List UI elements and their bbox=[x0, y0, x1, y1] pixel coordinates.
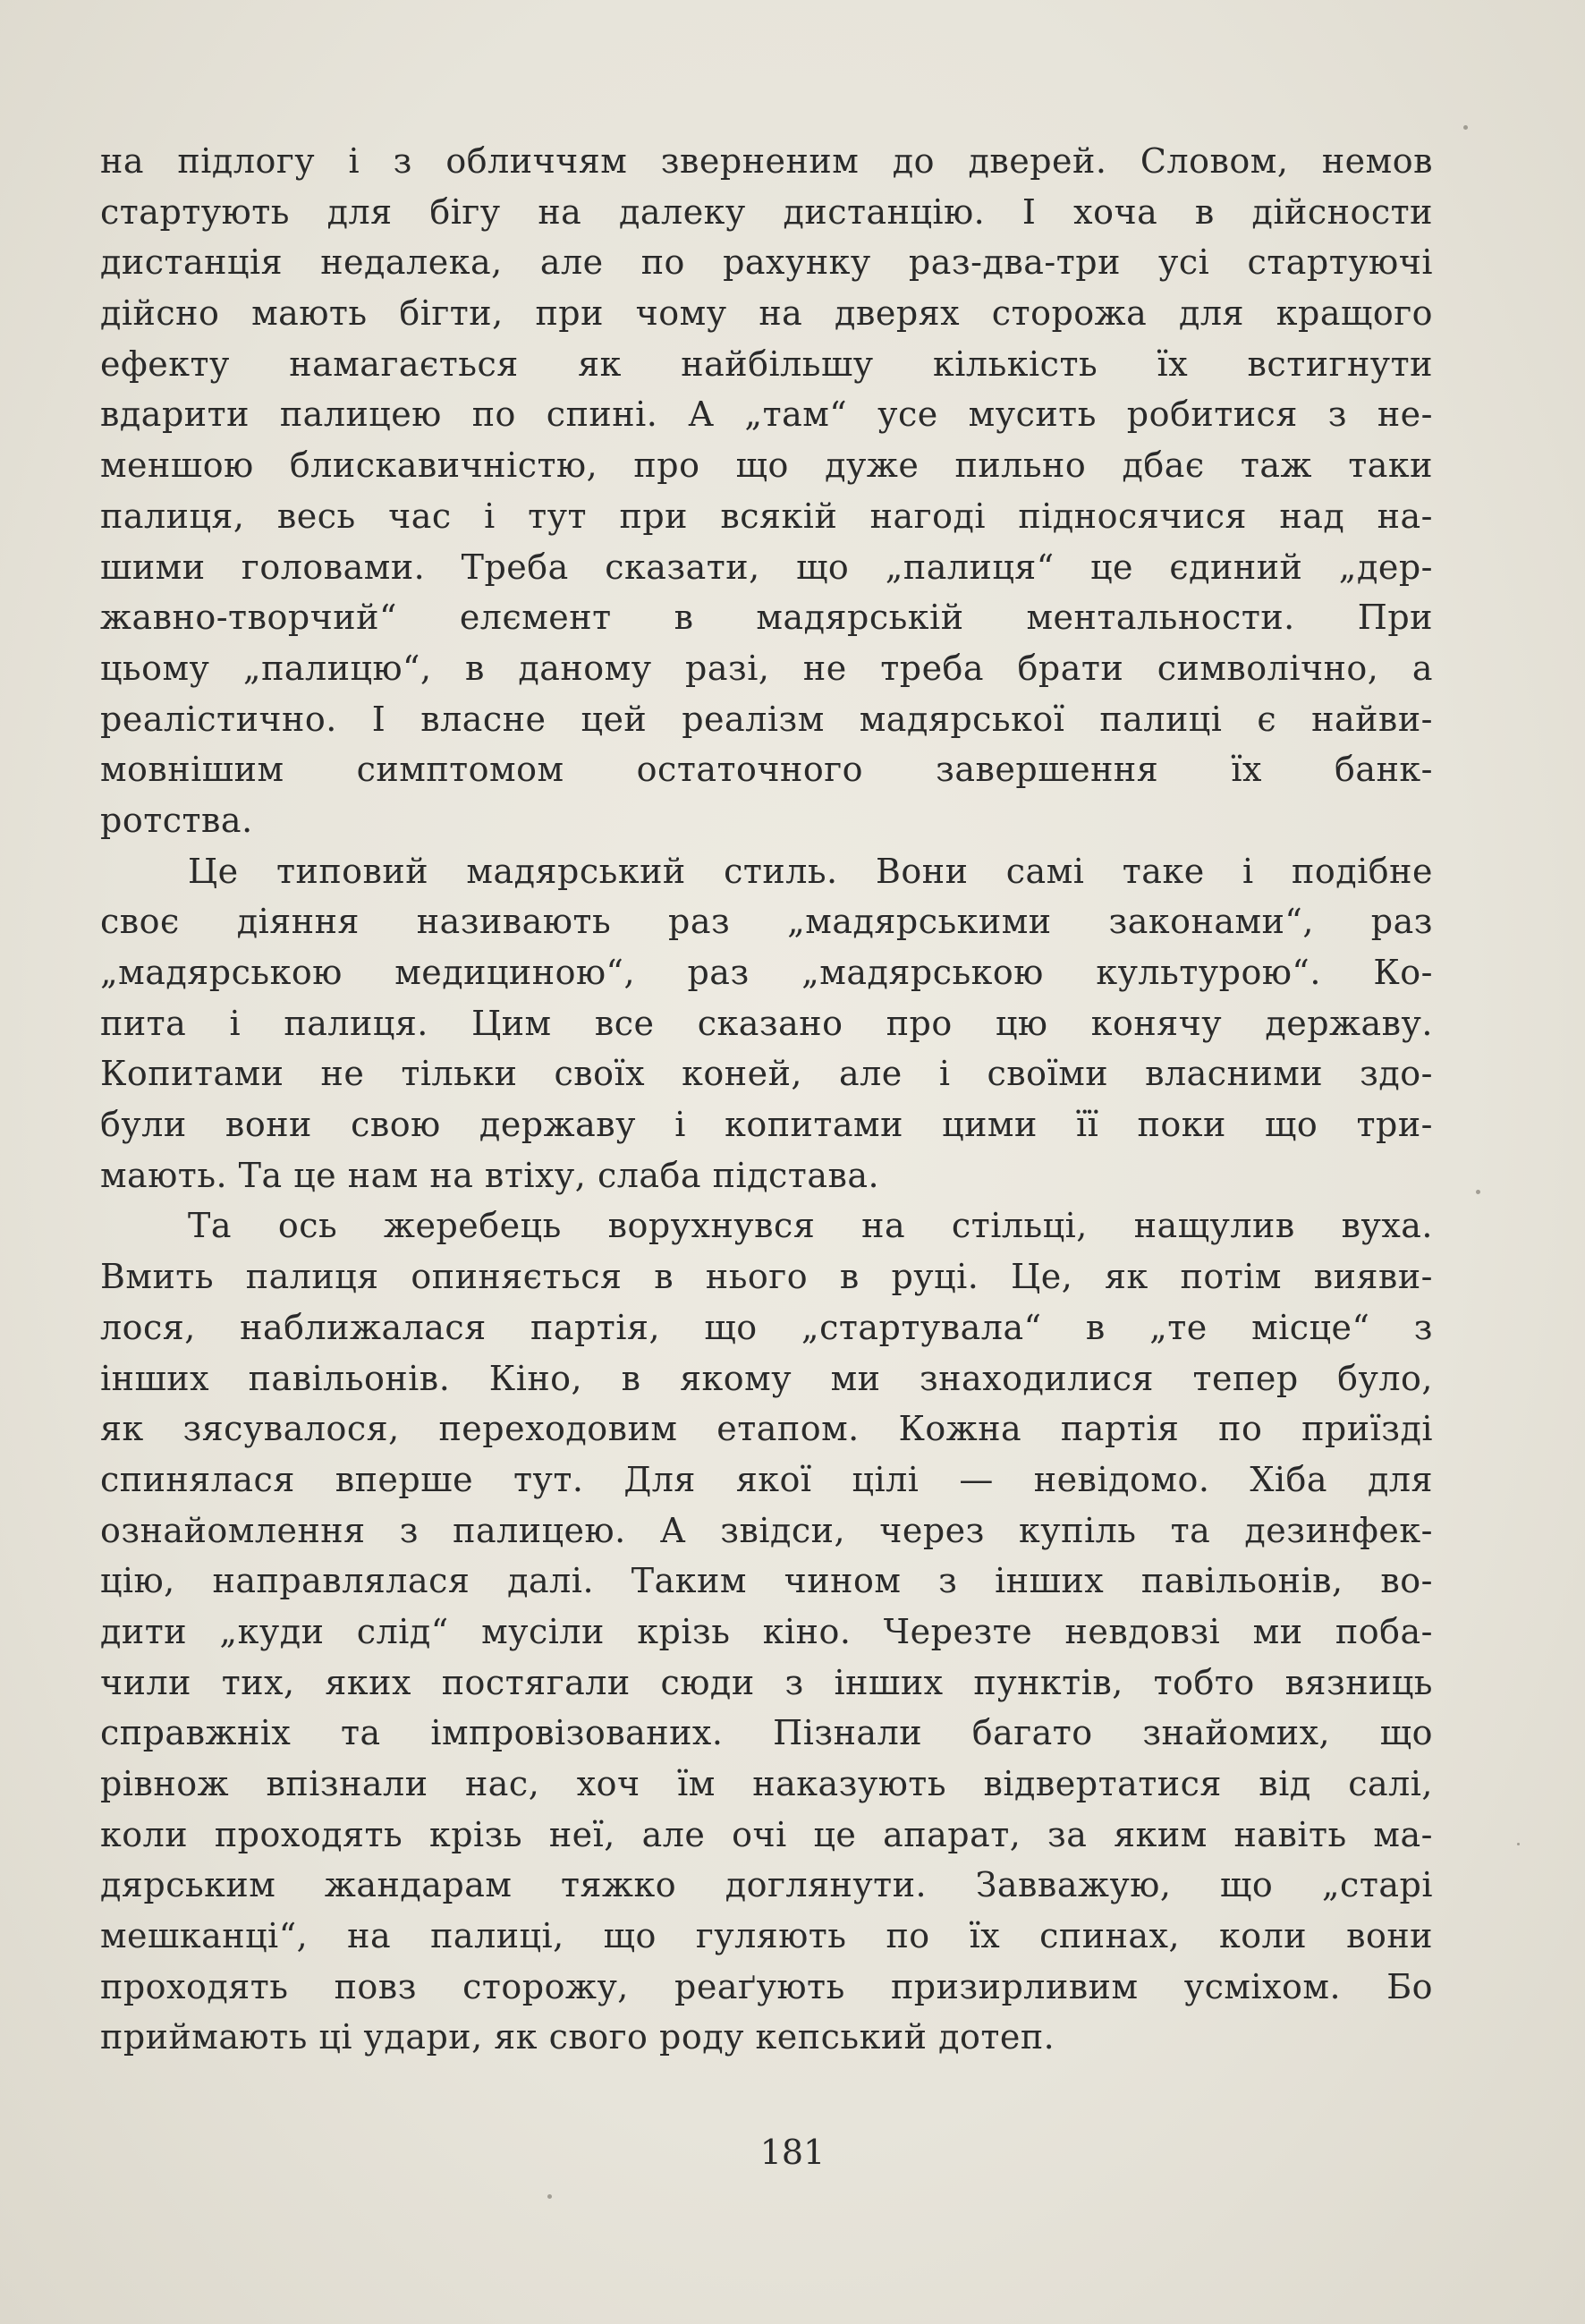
text-line: інших павільонів. Кіно, в якому ми знаходилися тепер було, bbox=[100, 1358, 1433, 1398]
paper-speck bbox=[1476, 1190, 1480, 1194]
text-line: дійсно мають бігти, при чому на дверях сторожа для кращого bbox=[100, 293, 1433, 334]
text-line: Вмить палиця опиняється в нього в руці. Це, як потім вияви- bbox=[100, 1257, 1433, 1297]
body-text bbox=[100, 136, 1433, 2063]
text-line: Та ось жеребець ворухнувся на стільці, нащулив вуха. bbox=[188, 1206, 1433, 1246]
paper-speck bbox=[1517, 1843, 1520, 1845]
text-line: лося, наближалася партія, що „стартувала“ в „те місце“ з bbox=[100, 1307, 1433, 1347]
text-line: своє діяння називають раз „мадярськими законами“, раз bbox=[100, 902, 1433, 942]
text-line: „мадярською медициною“, раз „мадярською культурою“. Ко- bbox=[100, 953, 1433, 992]
text-line: проходять повз сторожу, реаґують призирливим усміхом. Бо bbox=[100, 1966, 1433, 2006]
text-line: Копитами не тільки своїх коней, але і своїми власними здо- bbox=[100, 1054, 1433, 1094]
text-line: приймають ці удари, як свого роду кепський дотеп. bbox=[100, 2017, 1055, 2057]
text-line: на підлогу і з обличчям зверненим до дверей. Словом, немов bbox=[100, 141, 1433, 181]
text-line: чили тих, яких постягали сюди з інших пунктів, тобто вязниць bbox=[100, 1662, 1433, 1702]
text-line: мають. Та це нам на втіху, слаба підстава. bbox=[100, 1155, 880, 1195]
text-line: реалістично. І власне цей реалізм мадярської палиці є найви- bbox=[100, 699, 1433, 739]
text-line: пита і палиця. Цим все сказано про цю конячу державу. bbox=[100, 1003, 1433, 1043]
text-line: меншою блискавичністю, про що дуже пильно дбає таж таки bbox=[100, 445, 1433, 486]
text-line: коли проходять крізь неї, але очі це апарат, за яким навіть ма- bbox=[100, 1814, 1433, 1854]
text-line: шими головами. Треба сказати, що „палиця“ це єдиний „дер- bbox=[100, 547, 1433, 587]
text-line: жавно-творчий“ елємент в мадярській ментальности. При bbox=[100, 598, 1433, 638]
page-number: 181 bbox=[759, 2133, 826, 2172]
text-line: вдарити палицею по спині. А „там“ усе мусить робитися з не- bbox=[100, 394, 1433, 435]
text-line: дярським жандарам тяжко доглянути. Завважую, що „старі bbox=[100, 1865, 1433, 1905]
text-line: рівнож впізнали нас, хоч їм наказують відвертатися від салі, bbox=[100, 1764, 1433, 1803]
text-line: палиця, весь час і тут при всякій нагоді підносячися над на- bbox=[100, 496, 1433, 536]
text-line: цьому „палицю“, в даному разі, не треба брати символічно, а bbox=[100, 648, 1433, 688]
paper-speck bbox=[1463, 125, 1468, 130]
text-line: справжніх та імпровізованих. Пізнали багато знайомих, що bbox=[100, 1713, 1433, 1753]
text-line: ефекту намагається як найбільшу кількість їх встигнути bbox=[100, 344, 1433, 384]
text-line: мовнішим симптомом остаточного завершення їх банк- bbox=[100, 750, 1433, 790]
text-line: стартують для бігу на далеку дистанцію. І хоча в дійсности bbox=[100, 191, 1433, 232]
text-line: спинялася вперше тут. Для якої цілі — невідомо. Хіба для bbox=[100, 1459, 1433, 1499]
text-line: дити „куди слід“ мусіли крізь кіно. Черезте невдовзі ми поба- bbox=[100, 1611, 1433, 1651]
text-line: ротства. bbox=[100, 800, 253, 840]
text-line: ознайомлення з палицею. А звідси, через купіль та дезинфек- bbox=[100, 1510, 1433, 1550]
text-line: як зясувалося, переходовим етапом. Кожна партія по приїзді bbox=[100, 1409, 1433, 1449]
text-line: дистанція недалека, але по рахунку раз-два-три усі стартуючі bbox=[100, 242, 1433, 283]
paper-speck bbox=[547, 2194, 552, 2199]
text-line: були вони свою державу і копитами цими її поки що три- bbox=[100, 1105, 1433, 1145]
text-line: Це типовий мадярський стиль. Вони самі таке і подібне bbox=[188, 851, 1433, 891]
text-line: мешканці“, на палиці, що гуляють по їх спинах, коли вони bbox=[100, 1916, 1433, 1956]
text-line: цію, направлялася далі. Таким чином з інших павільонів, во- bbox=[100, 1561, 1433, 1601]
